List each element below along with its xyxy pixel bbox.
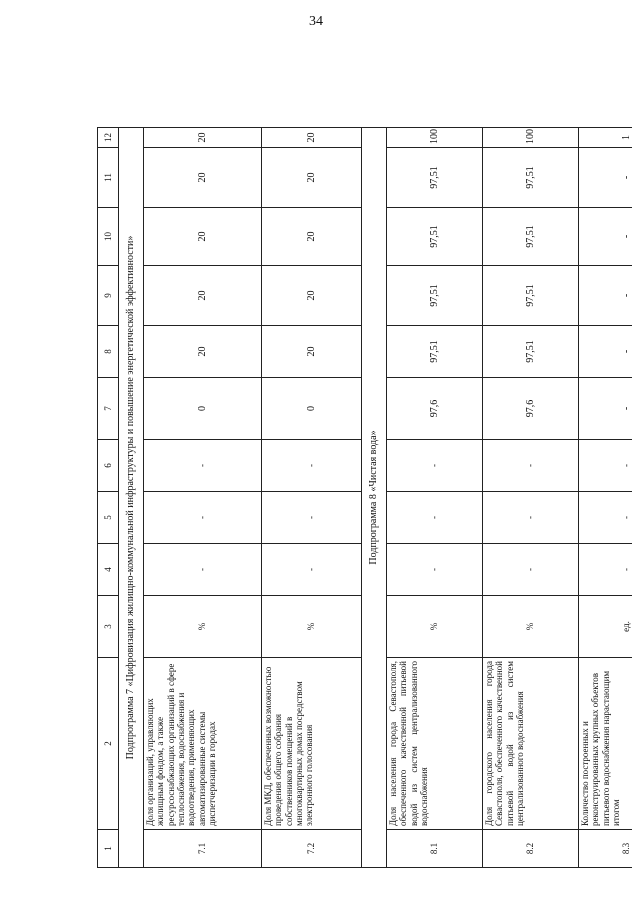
value-cell: 97,51 — [387, 208, 483, 266]
header-cell: 4 — [98, 544, 119, 596]
unit-cell: % — [144, 596, 262, 658]
subprogram-8-title: Подпрограмма 8 «Чистая вода» — [362, 128, 387, 868]
indicator-name: Доля организаций, управляющих жилищным фондом, а также ресурсоснабжающих организаций в сфере теплоснабжения, водоснабжения и водоотведения, применяющих автоматизированные системы диспетчеризации в городах — [144, 658, 262, 830]
value-cell: 20 — [144, 266, 262, 326]
value-cell: 0 — [262, 378, 362, 440]
row-id: 8.2 — [483, 830, 579, 868]
value-cell: 0 — [144, 378, 262, 440]
value-cell: 20 — [144, 326, 262, 378]
value-cell: 97,6 — [483, 378, 579, 440]
value-cell: 97,51 — [387, 266, 483, 326]
value-cell: - — [387, 492, 483, 544]
value-cell: - — [579, 440, 632, 492]
value-cell: 20 — [144, 208, 262, 266]
value-cell: 97,51 — [387, 326, 483, 378]
value-cell: - — [144, 492, 262, 544]
subprogram-7-row — [119, 128, 144, 868]
value-cell: 97,51 — [483, 148, 579, 208]
row-id: 8.3 — [579, 830, 632, 868]
unit-cell: % — [387, 596, 483, 658]
value-cell: 1 — [579, 128, 632, 148]
value-cell: 100 — [387, 128, 483, 148]
header-cell: 12 — [98, 128, 119, 148]
value-cell: - — [579, 266, 632, 326]
indicator-name: Количество построенных и реконструированных крупных объектов питьевого водоснабжения нарастающим итогом — [579, 658, 632, 830]
value-cell: 20 — [262, 208, 362, 266]
value-cell: - — [262, 544, 362, 596]
subprogram-7-title: Подпрограмма 7 «Цифровизация жилищно-коммунальной инфраструктуры и повышение энергетической эффективности» — [119, 128, 144, 868]
value-cell: - — [579, 544, 632, 596]
value-cell: - — [579, 378, 632, 440]
value-cell: 20 — [262, 326, 362, 378]
value-cell: 20 — [144, 148, 262, 208]
value-cell: - — [579, 208, 632, 266]
table-row — [144, 128, 262, 868]
value-cell: - — [262, 440, 362, 492]
value-cell: - — [579, 148, 632, 208]
value-cell: - — [144, 440, 262, 492]
value-cell: 20 — [262, 266, 362, 326]
value-cell: - — [262, 492, 362, 544]
value-cell: 97,51 — [483, 266, 579, 326]
value-cell: - — [144, 544, 262, 596]
value-cell: - — [579, 492, 632, 544]
value-cell: 100 — [483, 128, 579, 148]
header-row — [98, 128, 119, 868]
indicator-name: Доля городского населения города Севастополя, обеспеченного качественной питьевой водой из систем централизованного водоснабжения — [483, 658, 579, 830]
header-cell: 1 — [98, 830, 119, 868]
indicators-table — [97, 127, 632, 868]
indicator-name: Доля населения города Севастополя, обеспеченного качественной питьевой водой из систем централизованного водоснабжения — [387, 658, 483, 830]
value-cell: - — [483, 492, 579, 544]
value-cell: - — [579, 326, 632, 378]
table-row — [579, 128, 632, 868]
header-cell: 6 — [98, 440, 119, 492]
subprogram-8-row — [362, 128, 387, 868]
header-cell: 3 — [98, 596, 119, 658]
header-cell: 10 — [98, 208, 119, 266]
table-row — [483, 128, 579, 868]
header-cell: 11 — [98, 148, 119, 208]
unit-cell: ед. — [579, 596, 632, 658]
value-cell: 97,51 — [483, 208, 579, 266]
value-cell: - — [387, 544, 483, 596]
value-cell: 97,51 — [483, 326, 579, 378]
header-cell: 2 — [98, 658, 119, 830]
unit-cell: % — [483, 596, 579, 658]
header-cell: 7 — [98, 378, 119, 440]
indicator-name: Доля МКД, обеспеченных возможностью проведения общего собрания собственников помещений в многоквартирных домах посредством электронного голосования — [262, 658, 362, 830]
table-row — [387, 128, 483, 868]
unit-cell: % — [262, 596, 362, 658]
value-cell: 20 — [144, 128, 262, 148]
value-cell: 97,6 — [387, 378, 483, 440]
header-cell: 9 — [98, 266, 119, 326]
row-id: 7.1 — [144, 830, 262, 868]
row-id: 8.1 — [387, 830, 483, 868]
value-cell: - — [483, 544, 579, 596]
header-cell: 5 — [98, 492, 119, 544]
value-cell: 20 — [262, 148, 362, 208]
page-number: 34 — [309, 14, 323, 29]
header-cell: 8 — [98, 326, 119, 378]
rotated-table-container — [97, 128, 632, 868]
table-row — [262, 128, 362, 868]
value-cell: 97,51 — [387, 148, 483, 208]
value-cell: - — [483, 440, 579, 492]
row-id: 7.2 — [262, 830, 362, 868]
value-cell: 20 — [262, 128, 362, 148]
value-cell: - — [387, 440, 483, 492]
